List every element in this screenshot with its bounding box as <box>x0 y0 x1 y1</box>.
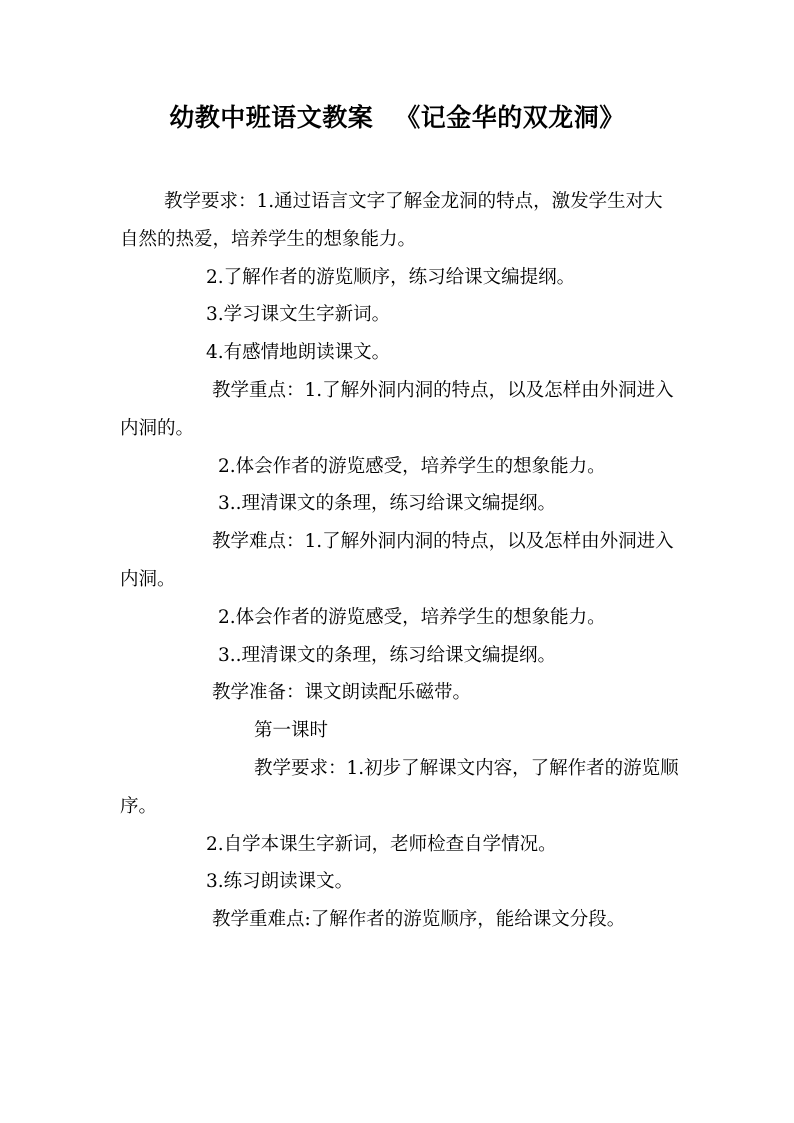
paragraph-teaching-difficulties: 教学难点：1.了解外洞内洞的特点，以及怎样由外洞进入内洞。 <box>120 531 674 590</box>
paragraph-requirement-2: 2.了解作者的游览顺序，练习给课文编提纲。 <box>206 266 576 288</box>
paragraph-difficulty-3: 3..理清课文的条理，练习给课文编提纲。 <box>218 644 557 666</box>
paragraph-first-lesson-heading: 第一课时 <box>254 720 329 742</box>
paragraph-difficulty-2: 2.体会作者的游览感受，培养学生的想象能力。 <box>218 606 606 628</box>
paragraph-requirement-4: 4.有感情地朗读课文。 <box>206 342 391 364</box>
paragraph-key-point-3: 3..理清课文的条理，练习给课文编提纲。 <box>218 493 557 515</box>
paragraph-teaching-preparation: 教学准备：课文朗读配乐磁带。 <box>212 682 472 704</box>
paragraph-requirement-3: 3.学习课文生字新词。 <box>206 304 391 326</box>
paragraph-key-point-2: 2.体会作者的游览感受，培养学生的想象能力。 <box>218 455 606 477</box>
title-main: 幼教中班语文教案 <box>169 103 374 132</box>
paragraph-first-lesson-requirement-2: 2.自学本课生字新词，老师检查自学情况。 <box>206 833 557 855</box>
title-sub: 《记金华的双龙洞》 <box>395 103 625 132</box>
paragraph-first-lesson-requirements: 教学要求：1.初步了解课文内容，了解作者的游览顺序。 <box>120 757 679 817</box>
document-body <box>120 183 680 939</box>
paragraph-teaching-requirements: 教学要求：1.通过语言文字了解金龙洞的特点，激发学生对大自然的热爱，培养学生的想象能力。 <box>120 191 663 250</box>
paragraph-first-lesson-requirement-3: 3.练习朗读课文。 <box>206 871 354 893</box>
document-title <box>0 98 794 134</box>
paragraph-teaching-key-points: 教学重点：1.了解外洞内洞的特点，以及怎样由外洞进入内洞的。 <box>120 379 674 439</box>
paragraph-first-lesson-key-difficulty: 教学重难点:了解作者的游览顺序，能给课文分段。 <box>212 909 626 931</box>
